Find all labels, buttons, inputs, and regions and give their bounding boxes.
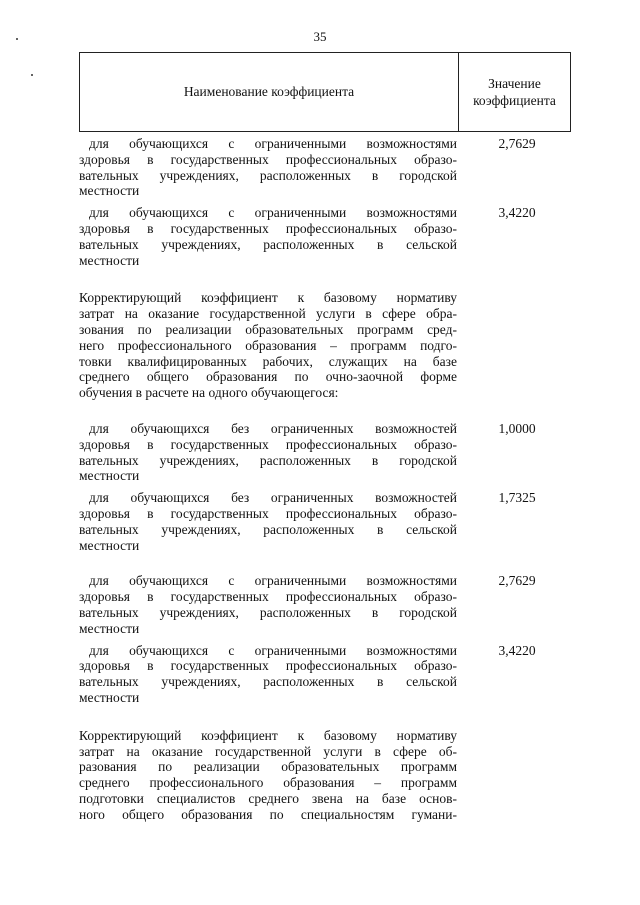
text-line: вательных учреждениях, расположенных в городской bbox=[79, 604, 457, 620]
text-line: здоровья в государственных профессиональных образо- bbox=[79, 658, 457, 674]
scan-speck bbox=[31, 74, 33, 76]
text-line: затрат на оказание государственной услуги в сфере обра- bbox=[79, 306, 457, 322]
text-line: среднего профессионального образования – программ bbox=[79, 775, 457, 791]
text-line: вательных учреждениях, расположенных в сельской bbox=[79, 521, 457, 537]
text-line: местности bbox=[79, 252, 140, 268]
text-line: Корректирующий коэффициент к базовому нормативу bbox=[79, 727, 457, 743]
table-row bbox=[79, 290, 571, 401]
table-row bbox=[79, 490, 571, 553]
table-row bbox=[79, 573, 571, 636]
column-header-value-line2: коэффициента bbox=[473, 93, 556, 108]
text-line: Корректирующий коэффициент к базовому нормативу bbox=[79, 290, 457, 306]
row-description bbox=[79, 573, 457, 636]
table-row bbox=[79, 728, 571, 823]
table-body bbox=[79, 136, 571, 822]
text-line: вательных учреждениях, расположенных в сельской bbox=[79, 236, 457, 252]
text-line: товки квалифицированных рабочих, служащих на базе bbox=[79, 353, 457, 369]
text-line: подготовки специалистов среднего звена на базе основ- bbox=[79, 790, 457, 806]
coefficient-value: 3,4220 bbox=[498, 205, 536, 221]
row-description bbox=[79, 421, 457, 484]
column-header-value-line1: Значение bbox=[488, 76, 541, 91]
coefficient-value: 3,4220 bbox=[498, 642, 536, 658]
text-line: вательных учреждениях, расположенных в городской bbox=[79, 167, 457, 183]
text-line: местности bbox=[79, 620, 140, 636]
row-description bbox=[79, 728, 457, 823]
text-line: него профессионального образования – программ подго- bbox=[79, 337, 457, 353]
text-line: для обучающихся с ограниченными возможностями bbox=[89, 573, 457, 589]
text-line: местности bbox=[79, 689, 140, 705]
scan-speck bbox=[16, 38, 18, 40]
row-description bbox=[79, 490, 457, 553]
page-number: 35 bbox=[313, 29, 327, 44]
text-line: местности bbox=[79, 537, 140, 553]
text-line: зования по реализации образовательных программ сред- bbox=[79, 321, 457, 337]
text-line: ного общего образования по специальностям гумани- bbox=[79, 806, 457, 822]
row-description bbox=[79, 643, 457, 706]
coefficient-value: 2,7629 bbox=[498, 136, 536, 151]
text-line: здоровья в государственных профессиональных образо- bbox=[79, 505, 457, 521]
coefficient-value: 1,7325 bbox=[498, 490, 536, 506]
text-line: здоровья в государственных профессиональных образо- bbox=[79, 220, 457, 236]
text-line: среднего общего образования по очно-заочной форме bbox=[79, 369, 457, 385]
text-line: местности bbox=[79, 468, 140, 484]
table-row bbox=[79, 136, 571, 199]
table-row bbox=[79, 205, 571, 268]
text-line: обучения в расчете на одного обучающегося: bbox=[79, 385, 339, 401]
text-line: для обучающихся с ограниченными возможностями bbox=[89, 642, 457, 658]
text-line: для обучающихся с ограниченными возможностями bbox=[89, 205, 457, 221]
text-line: здоровья в государственных профессиональных образо- bbox=[79, 151, 457, 167]
text-line: для обучающихся с ограниченными возможностями bbox=[89, 136, 457, 151]
text-line: для обучающихся без ограниченных возможностей bbox=[89, 490, 457, 506]
text-line: затрат на оказание государственной услуги в сфере об- bbox=[79, 743, 457, 759]
coefficient-value bbox=[457, 290, 571, 401]
text-line: разования по реализации образовательных программ bbox=[79, 759, 457, 775]
table-row bbox=[79, 643, 571, 706]
column-header-name: Наименование коэффициента bbox=[80, 53, 459, 131]
row-description bbox=[79, 205, 457, 268]
table-header bbox=[79, 52, 571, 132]
coefficient-value bbox=[457, 728, 571, 823]
row-description bbox=[79, 290, 457, 401]
text-line: здоровья в государственных профессиональных образо- bbox=[79, 589, 457, 605]
text-line: местности bbox=[79, 183, 140, 199]
table-row bbox=[79, 421, 571, 484]
coefficient-value: 2,7629 bbox=[498, 573, 536, 589]
coefficient-value: 1,0000 bbox=[498, 420, 536, 436]
text-line: для обучающихся без ограниченных возможностей bbox=[89, 420, 457, 436]
row-description bbox=[79, 136, 457, 199]
column-header-value bbox=[459, 53, 570, 131]
text-line: вательных учреждениях, расположенных в городской bbox=[79, 452, 457, 468]
text-line: вательных учреждениях, расположенных в сельской bbox=[79, 674, 457, 690]
text-line: здоровья в государственных профессиональных образо- bbox=[79, 436, 457, 452]
